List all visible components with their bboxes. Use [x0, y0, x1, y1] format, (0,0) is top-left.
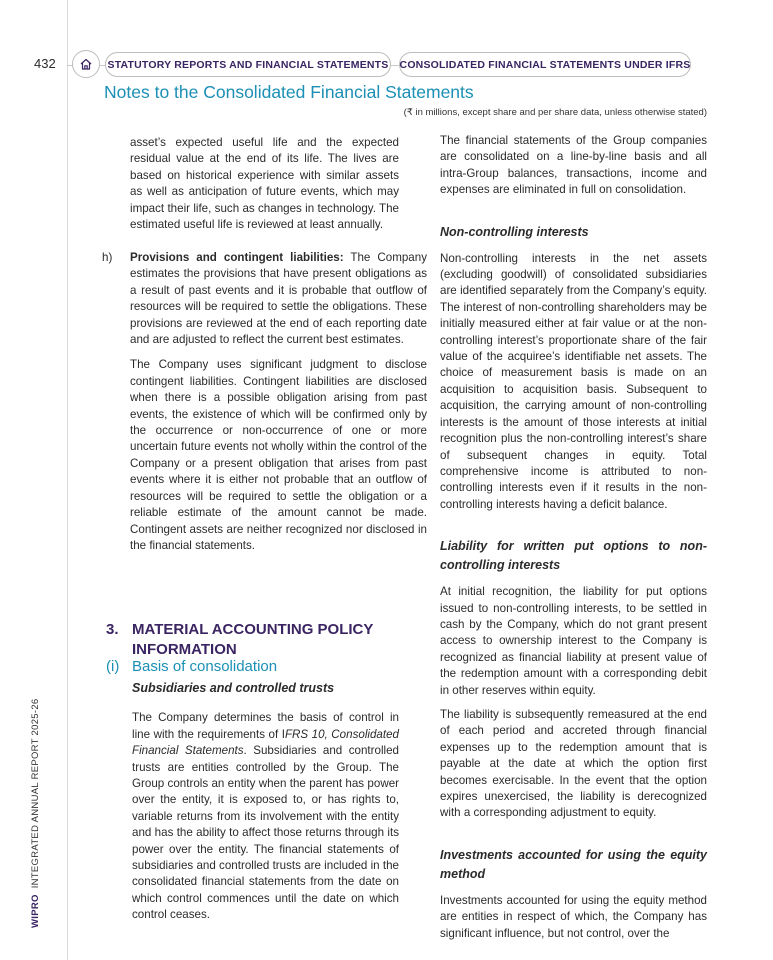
nci-paragraph: Non-controlling interests in the net assets (excluding goodwill) of consolidated subsidiaries are identified separately from the Company’s equity. The interest of non-controlling shareholders may be initially measured either at fair value or at the non-controlling interest’s proportionate share of the fair value of the acquiree’s identifiable net assets. The choice of measurement basis is made on an acquisition to acquisition basis. Subsequent to acquisition, the carrying amount of non-controlling interests is the amount of those interests at initial recognition plus the non-controlling interest’s share of subsequent changes in equity. Total comprehensive income is attributed to non-controlling interests even if it results in the non-controlling interests having a deficit balance. — [440, 251, 707, 511]
item-h-text: The Company estimates the provisions that have present obligations as a result of past events and it is probable that outflow of resources will be required to settle the obligations. These provisions are reviewed at the end of each reporting date and are adjusted to reflect the current best estimates. — [130, 251, 427, 347]
ifrs-reference: FRS 10, Consolidated Financial Statements — [132, 727, 399, 758]
breadcrumb-statutory-reports[interactable]: STATUTORY REPORTS AND FINANCIAL STATEMENTS — [105, 52, 391, 77]
left-lower-column — [132, 680, 399, 932]
left-upper-column — [130, 135, 399, 247]
subsection-heading — [106, 658, 277, 675]
equity-method-heading: Investments accounted for using the equity method — [440, 847, 707, 881]
section-3-heading — [106, 620, 406, 659]
report-name: INTEGRATED ANNUAL REPORT 2025-26 — [30, 698, 41, 889]
home-icon — [79, 57, 93, 71]
page-title: Notes to the Consolidated Financial Statements — [104, 82, 474, 102]
consolidation-basis-paragraph: The financial statements of the Group companies are consolidated on a line-by-line basis and all intra-Group balances, transactions, income and expenses are eliminated in full on consolidation. — [440, 134, 707, 197]
item-h — [102, 250, 427, 554]
consolidation-text-a: The Company determines the basis of control in line with the requirements of I — [132, 711, 399, 741]
item-h-block — [102, 250, 427, 563]
breadcrumb-consolidated-ifrs[interactable]: CONSOLIDATED FINANCIAL STATEMENTS UNDER IFRS — [399, 52, 691, 77]
put-options-heading: Liability for written put options to non-controlling interests — [440, 539, 707, 573]
brand-name: WIPRO — [30, 894, 41, 928]
right-column — [440, 133, 707, 950]
subsidiaries-heading: Subsidiaries and controlled trusts — [132, 681, 335, 695]
consolidation-text-b: . Subsidiaries and controlled trusts are entities controlled by the Group. The Group controls an entity when the parent has power over the entity, it is exposed to, or has rights to, variable returns from its involvement with the entity and has the ability to affect those returns through its power over the entity. The financial statements of subsidiaries and controlled trusts are included in the consolidated financial statements from the date on which control commences until the date on which control ceases. — [132, 744, 399, 922]
margin-rule — [67, 0, 68, 960]
consolidation-paragraph — [132, 710, 399, 923]
subsection-title: Basis of consolidation — [132, 658, 278, 675]
put-options-paragraph-1: At initial recognition, the liability for put options issued to non-controlling interests, to be settled in cash by the Company, which do not grant present access to ownership interest to the Company is recognized as financial liability at present value of the redemption amount with a corresponding debit in other reserves within equity. — [440, 585, 707, 697]
item-h-title: Provisions and contingent liabilities: — [130, 251, 344, 264]
subsection-number: (i) — [106, 658, 120, 675]
units-note: (₹ in millions, except share and per share data, unless otherwise stated) — [403, 107, 707, 118]
page-number: 432 — [34, 56, 56, 71]
nci-heading: Non-controlling interests — [440, 224, 589, 239]
item-h-paragraph — [130, 250, 427, 348]
contingent-liabilities-paragraph: The Company uses significant judgment to disclose contingent liabilities. Contingent liabilities are disclosed when there is a possible obligation arising from past events, the existence of which will be confirmed only by the occurrence or non-occurrence of one or more uncertain future events not wholly within the control of the Company or a present obligation that arises from past events where it is either not probable that an outflow of resources will be required to settle the obligation or a reliable estimate of the amount cannot be made. Contingent assets are neither recognized nor disclosed in the financial statements. — [130, 358, 427, 552]
put-options-paragraph-2: The liability is subsequently remeasured at the end of each period and accreted through financial expenses up to the redemption amount that is payable at the date at which the option first becomes exercisable. In the event that the option expires unexercised, the liability is derecognized with a corresponding adjustment to equity. — [440, 707, 707, 820]
item-h-marker: h) — [102, 251, 113, 264]
equity-method-paragraph: Investments accounted for using the equity method are entities in respect of which, the Company has significant influence, but not control, over the — [440, 893, 707, 940]
section-title: MATERIAL ACCOUNTING POLICY INFORMATION — [132, 621, 374, 658]
home-button[interactable] — [72, 50, 100, 78]
header-rule-mid-2 — [391, 65, 399, 66]
side-report-label — [30, 698, 41, 928]
useful-life-paragraph: asset’s expected useful life and the expected residual value at the end of its life. The lives are based on historical experience with similar assets as well as anticipation of future events, which may impact their life, such as changes in technology. The estimated useful life is reviewed at least annually. — [130, 136, 399, 232]
section-number: 3. — [106, 621, 119, 638]
